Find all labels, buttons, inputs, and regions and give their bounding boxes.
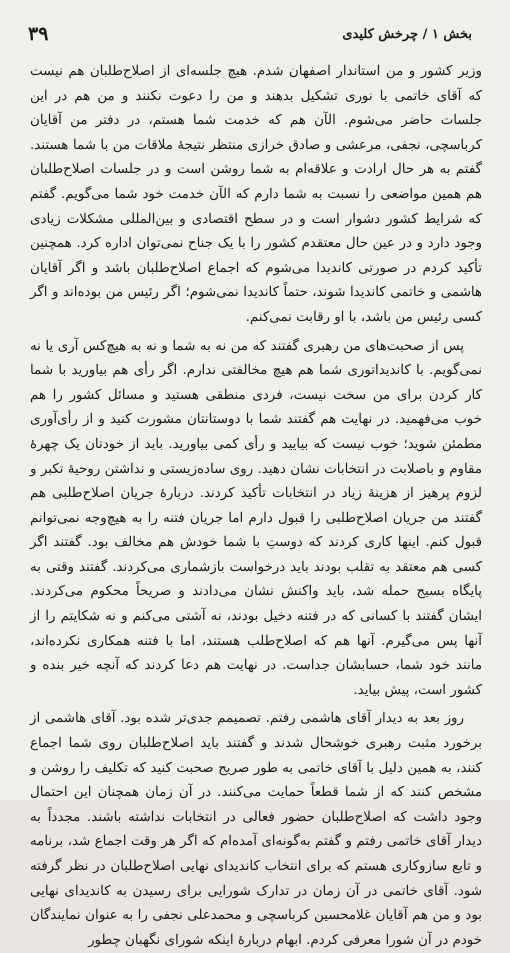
page-header [28,22,472,46]
paragraph: روز بعد به دیدار آقای هاشمی رفتم. تصمیمم جدی‌تر شده بود. آقای هاشمی از برخورد مثبت رهبری خوشحال شدند و گفتند باید اصلاح‌طلبان روی شما اجماع کنند، به همین دلیل با آقای خاتمی به طور صریح صحبت کنید که تکلیف را روشن و مشخص کنند که از شما قطعاً حمایت می‌کنند. در آن زمان همچنان این احتمال وجود داشت که اصلاح‌طلبان حضور فعالی در انتخابات نداشته باشند. مجدداً به دیدار آقای خاتمی رفتم و گفتم به‌گونه‌ای آمده‌ام که اگر هر وقت اجماع شد، برنامه و تابع سازوکاری هستم که برای انتخاب کاندیدای نهایی اصلاح‌طلبان در نظر گرفته شود. آقای خاتمی در آن زمان در تدارک شورایی برای رسیدن به کاندیدای نهایی بود و من هم آقایان غلامحسین کرباسچی و محمدعلی نجفی را به عنوان نمایندگان خودم در آن شورا معرفی کردم. ابهام دربارهٔ اینکه شورای نگهبان چطور [30,711,482,948]
body-text [30,60,482,948]
running-head: بخش ۱ / چرخش کلیدی [342,26,472,42]
paragraph: پس از صحبت‌های من رهبری گفتند که من نه به شما و نه به هیچ‌کس آری یا نه نمی‌گویم. با کاندیداتوری شما هم هیچ مخالفتی ندارم. اگر رأی هم بیاورید با شما کار کردن برای من سخت نیست، فردی منطقی هستید و مسائل کشور را هم خوب می‌فهمید. در نهایت هم گفتند شما با دوستانتان مشورت کنید و از رأی‌آوری مطمئن شوید؛ خوب نیست که بیایید و رأی کمی بیاورید. باید از خودتان یک چهرهٔ مقاوم و باصلابت در انتخابات نشان دهید. روی ساده‌زیستی و نداشتن روحیهٔ تکبر و لزوم پرهیز از هزینهٔ زیاد در انتخابات تأکید کردند. دربارهٔ جریان اصلاح‌طلبی هم گفتند من جریان اصلاح‌طلبی را قبول دارم اما جریان فتنه را به هیچ‌وجه نمی‌توانم قبول کنم. اینها کاری کردند که دوستِ با شما خودش هم مخالف بود. گفتند اگر کسی هم معتقد به تقلب بودند باید درخواست بازشماری می‌کردند. گفتند وقتی به پایگاه بسیج حمله شد، باید واکنش نشان می‌دادند و صریحاً محکوم می‌کردند. ایشان گفتند با کسانی که در فتنه دخیل بودند، نه آشتی می‌کنم و نه شکایتم را از آنها پس می‌گیرم. آنها هم که اصلاح‌طلب هستند، اما با فتنه همکاری نکرده‌اند، مانند خود شما، حسابشان جداست. در نهایت هم دعا کردند که آنچه خیر بنده و کشور است، پیش بیاید. [30,338,482,698]
paragraph: وزیر کشور و من استاندار اصفهان شدم. هیچ جلسه‌ای از اصلاح‌طلبان هم نیست که آقای خاتمی با نوری تشکیل بدهند و من را دعوت نکنند و من هم در این جلسات حاضر می‌شوم. الآن هم که خدمت شما هستم، در دفتر من آقایان کرباسچی، نجفی، مرعشی و صادق خرازی منتظر نتیجهٔ ملاقات من با شما هستند. گفتم به هر حال ارادت و علاقه‌ام به شما روشن است و در جلسات اصلاح‌طلبان هم همین مواضعی را نسبت به شما دارم که الآن خدمت خود شما می‌گویم. گفتم که شرایط کشور دشوار است و در سطح اقتصادی و بین‌المللی مشکلات زیادی وجود دارد و در عین حال معتقدم کشور را با یک جناح نمی‌توان اداره کرد. همچنین تأکید کردم در صورتی کاندیدا می‌شوم که اجماع اصلاح‌طلبان باشد و اگر آقایان هاشمی و خاتمی کاندیدا شوند، حتماً کاندیدا نمی‌شوم؛ اگر رئیس من بوده‌اند و اگر کسی رئیس من باشد، با او رقابت نمی‌کنم. [30,64,482,325]
page-number: ۳۹ [28,23,49,45]
